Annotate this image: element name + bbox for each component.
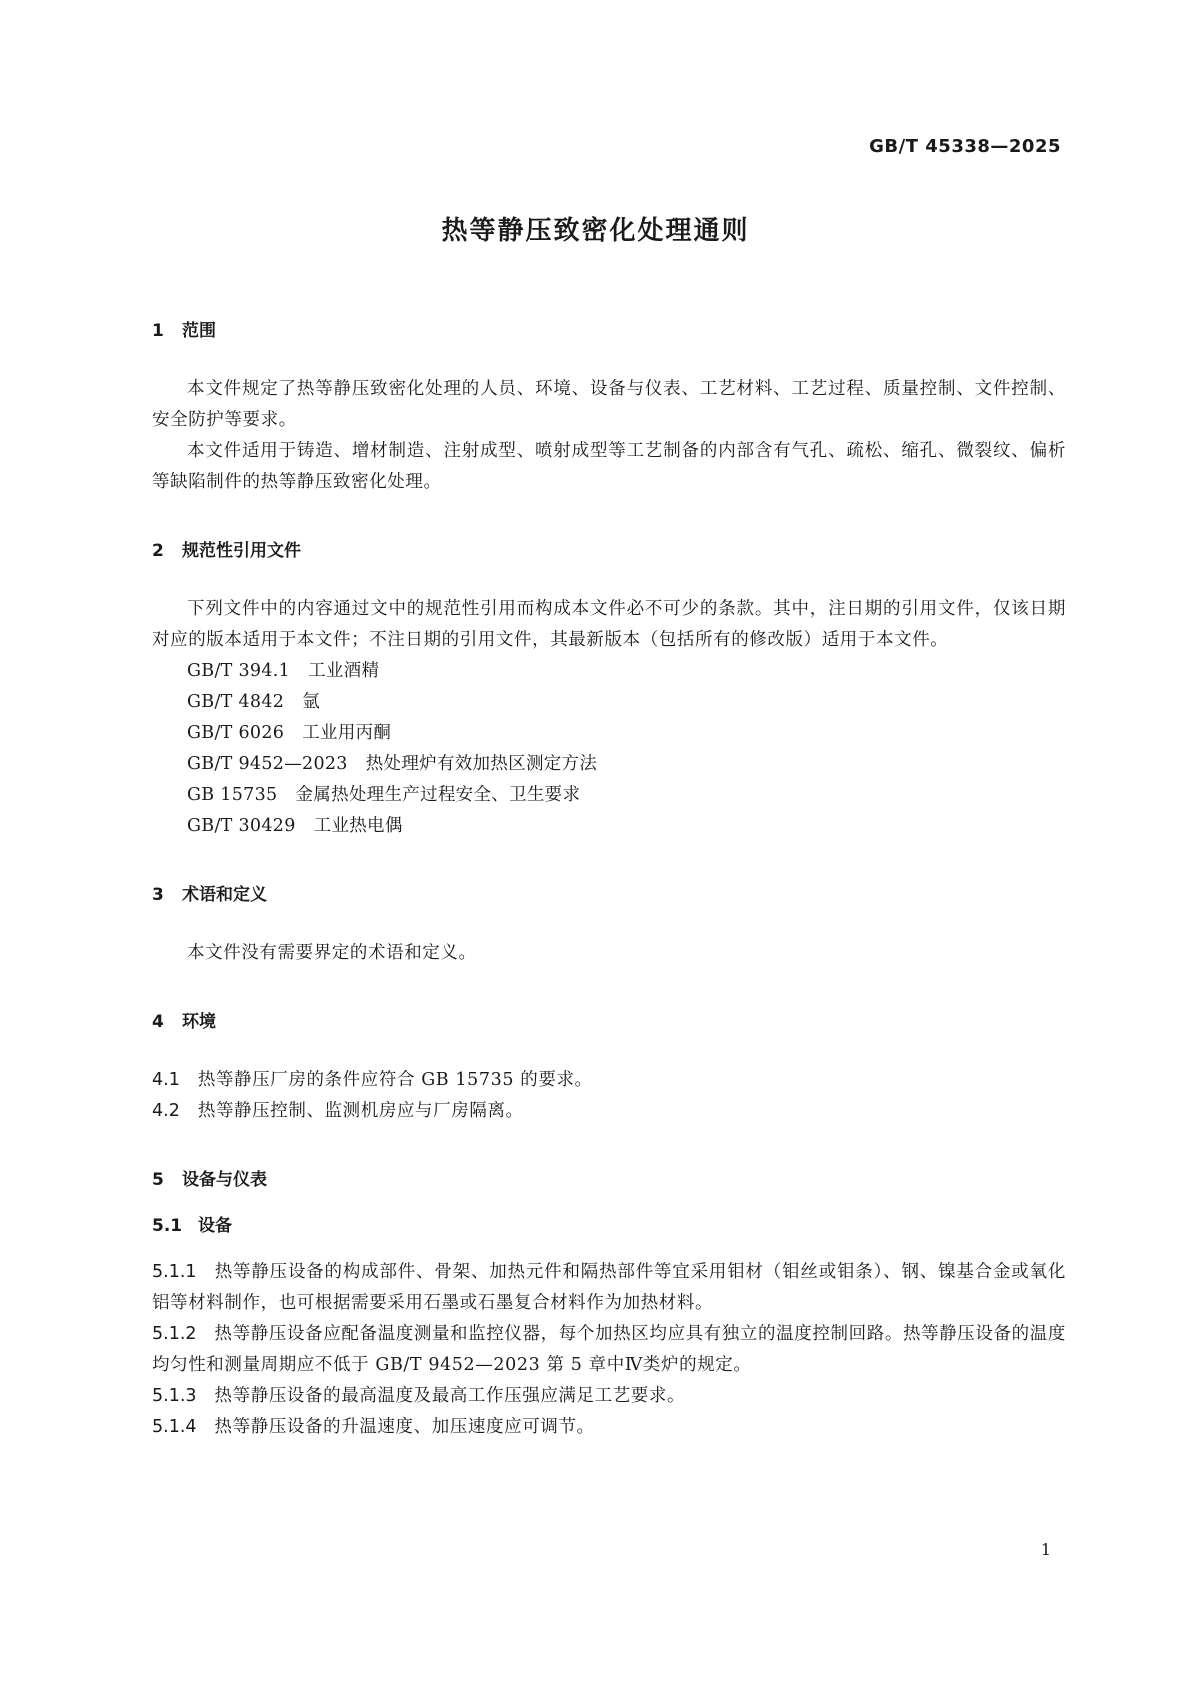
section-1-heading <box>152 316 1066 347</box>
reference-item <box>152 687 1066 718</box>
reference-name: 工业用丙酮 <box>302 723 392 743</box>
section-5-heading <box>152 1165 1066 1196</box>
clause <box>152 1412 1066 1443</box>
clause-text: 热等静压设备的升温速度、加压速度应可调节。 <box>214 1417 595 1437</box>
section-title: 术语和定义 <box>182 885 267 905</box>
document-title: 热等静压致密化处理通则 <box>441 216 750 246</box>
section-number: 2 <box>152 541 164 561</box>
paragraph: 本文件没有需要界定的术语和定义。 <box>187 943 477 963</box>
reference-item <box>152 749 1066 780</box>
section-2-heading <box>152 536 1066 567</box>
section-number: 3 <box>152 885 164 905</box>
reference-name: 热处理炉有效加热区测定方法 <box>365 754 598 774</box>
document-body <box>152 316 1066 1443</box>
subsection-number: 5.1 <box>152 1216 183 1236</box>
page-number: 1 <box>1040 1540 1051 1559</box>
paragraph: 本文件适用于铸造、增材制造、注射成型、喷射成型等工艺制备的内部含有气孔、疏松、缩孔、微裂纹、偏析等缺陷制件的热等静压致密化处理。 <box>152 441 1066 492</box>
clause <box>152 1319 1066 1381</box>
clause-text: 热等静压厂房的条件应符合 GB 15735 的要求。 <box>197 1070 593 1090</box>
reference-code: GB/T 4842 <box>187 692 285 712</box>
clause <box>152 1096 1066 1127</box>
reference-code: GB/T 30429 <box>187 816 296 836</box>
reference-item <box>152 656 1066 687</box>
section-number: 5 <box>152 1170 164 1190</box>
clause <box>152 1257 1066 1319</box>
reference-item <box>152 780 1066 811</box>
clause-text: 热等静压设备的最高温度及最高工作压强应满足工艺要求。 <box>214 1386 686 1406</box>
reference-item <box>152 718 1066 749</box>
reference-code: GB/T 9452—2023 <box>187 754 348 774</box>
section-title: 范围 <box>182 321 216 341</box>
subsection-title: 设备 <box>198 1216 232 1236</box>
section-number: 4 <box>152 1012 164 1032</box>
section-4-heading <box>152 1007 1066 1038</box>
reference-name: 金属热处理生产过程安全、卫生要求 <box>295 785 581 805</box>
section-title: 环境 <box>182 1012 216 1032</box>
clause-text: 热等静压设备的构成部件、骨架、加热元件和隔热部件等宜采用钼材（钼丝或钼条）、钢、镍基合金或氧化铝等材料制作，也可根据需要采用石墨或石墨复合材料作为加热材料。 <box>152 1262 1066 1313</box>
section-3-heading <box>152 880 1066 911</box>
clause-number: 5.1.2 <box>152 1324 197 1344</box>
clause-number: 5.1.3 <box>152 1386 197 1406</box>
reference-name: 工业热电偶 <box>313 816 403 836</box>
standard-number: GB/T 45338—2025 <box>869 136 1061 157</box>
clause-text: 热等静压设备应配备温度测量和监控仪器，每个加热区均应具有独立的温度控制回路。热等静压设备的温度均匀性和测量周期应不低于 GB/T 9452—2023 第 5 章中Ⅳ类炉的规定。 <box>152 1324 1066 1375</box>
clause <box>152 1381 1066 1412</box>
reference-item <box>152 811 1066 842</box>
clause-number: 4.1 <box>152 1070 180 1090</box>
paragraph: 下列文件中的内容通过文中的规范性引用而构成本文件必不可少的条款。其中，注日期的引用文件，仅该日期对应的版本适用于本文件；不注日期的引用文件，其最新版本（包括所有的修改版）适用于本文件。 <box>152 599 1066 650</box>
reference-code: GB 15735 <box>187 785 278 805</box>
reference-name: 氩 <box>302 692 321 712</box>
clause <box>152 1065 1066 1096</box>
section-title: 设备与仪表 <box>182 1170 267 1190</box>
reference-code: GB/T 6026 <box>187 723 285 743</box>
clause-text: 热等静压控制、监测机房应与厂房隔离。 <box>197 1101 524 1121</box>
reference-code: GB/T 394.1 <box>187 661 291 681</box>
section-title: 规范性引用文件 <box>182 541 301 561</box>
clause-number: 5.1.1 <box>152 1262 197 1282</box>
reference-name: 工业酒精 <box>308 661 380 681</box>
section-number: 1 <box>152 321 164 341</box>
subsection-5-1-heading <box>152 1211 1066 1242</box>
clause-number: 5.1.4 <box>152 1417 197 1437</box>
clause-number: 4.2 <box>152 1101 180 1121</box>
paragraph: 本文件规定了热等静压致密化处理的人员、环境、设备与仪表、工艺材料、工艺过程、质量控制、文件控制、安全防护等要求。 <box>152 379 1066 430</box>
